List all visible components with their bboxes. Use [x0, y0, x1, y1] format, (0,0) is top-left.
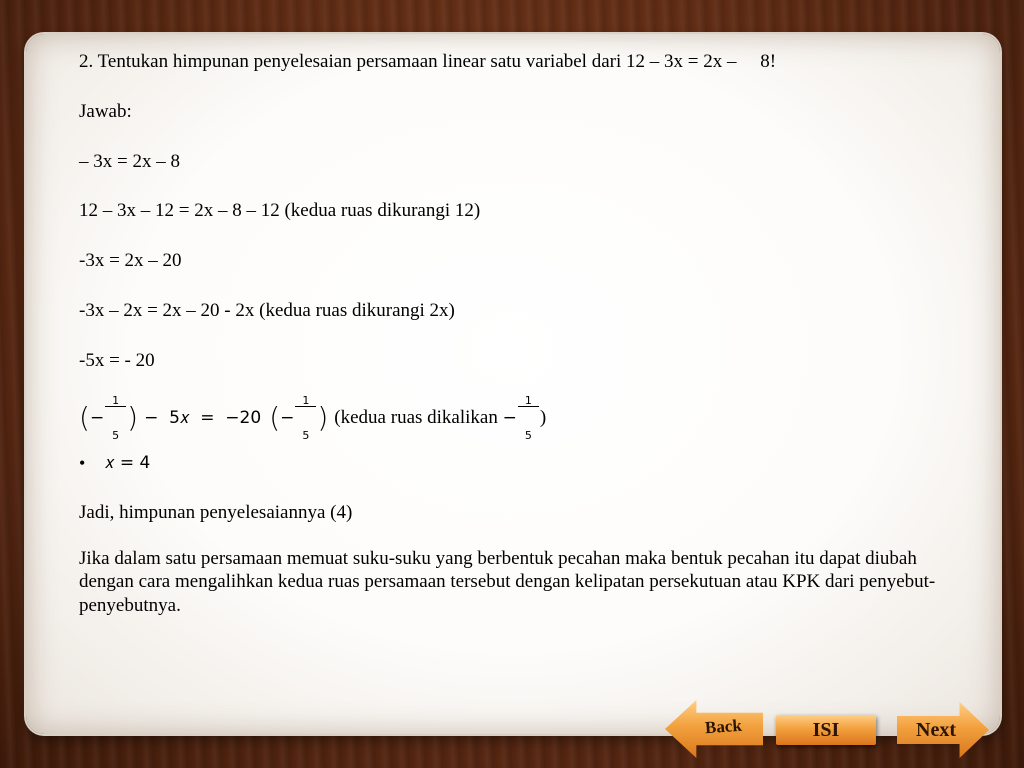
step-5: -5x = - 20 — [79, 349, 155, 371]
isi-button[interactable] — [776, 715, 876, 745]
fraction-denominator: 5 — [112, 429, 120, 443]
close-paren: ) — [127, 401, 139, 435]
next-button[interactable] — [897, 702, 989, 758]
step-1: – 3x = 2x – 8 — [79, 150, 180, 172]
slide-content — [79, 50, 959, 644]
equation-note: (kedua ruas dikalikan — [334, 407, 503, 429]
close-paren: ) — [317, 401, 329, 435]
minus-sign: − — [502, 407, 517, 428]
back-button[interactable] — [665, 700, 763, 758]
equation-middle: − 5𝑥 = −20 — [144, 407, 262, 428]
fraction-denominator: 5 — [302, 429, 310, 443]
fraction-numerator: 1 — [295, 395, 316, 408]
open-paren: ( — [269, 401, 281, 435]
fraction — [295, 372, 316, 465]
fraction — [518, 372, 539, 465]
fraction-denominator: 5 — [524, 429, 532, 443]
step-4: -3x – 2x = 2x – 20 - 2x (kedua ruas dikurangi 2x) — [79, 299, 455, 321]
open-paren: ( — [79, 401, 90, 435]
fraction-numerator: 1 — [518, 395, 539, 408]
isi-button-label: ISI — [812, 718, 840, 741]
bullet-icon: • — [79, 453, 86, 474]
answer-label: Jawab: — [79, 100, 132, 122]
result-text: 𝑥 = 4 — [105, 452, 151, 473]
minus-sign: − — [280, 407, 295, 428]
next-button-label: Next — [916, 718, 956, 741]
equation-note-close: ) — [539, 407, 547, 429]
step-2: 12 – 3x – 12 = 2x – 8 – 12 (kedua ruas dikurangi 12) — [79, 200, 481, 222]
conclusion-text: Jadi, himpunan penyelesaiannya (4) — [79, 501, 353, 523]
fraction-numerator: 1 — [105, 395, 126, 408]
minus-sign: − — [89, 407, 105, 428]
question-text: 2. Tentukan himpunan penyelesaian persamaan linear satu variabel dari 12 – 3x = 2x – 8! — [79, 51, 777, 72]
explanation-paragraph: Jika dalam satu persamaan memuat suku-suku yang berbentuk pecahan maka bentuk pecahan itu dapat diubah dengan cara mengalihkan kedua ruas persamaan tersebut dengan kelipatan persekutuan atau KPK dari penyebut-penyebutnya. — [79, 547, 936, 616]
fraction — [105, 372, 126, 465]
back-button-label: Back — [703, 715, 743, 738]
step-3: -3x = 2x – 20 — [79, 250, 182, 271]
fraction-equation — [79, 393, 959, 443]
